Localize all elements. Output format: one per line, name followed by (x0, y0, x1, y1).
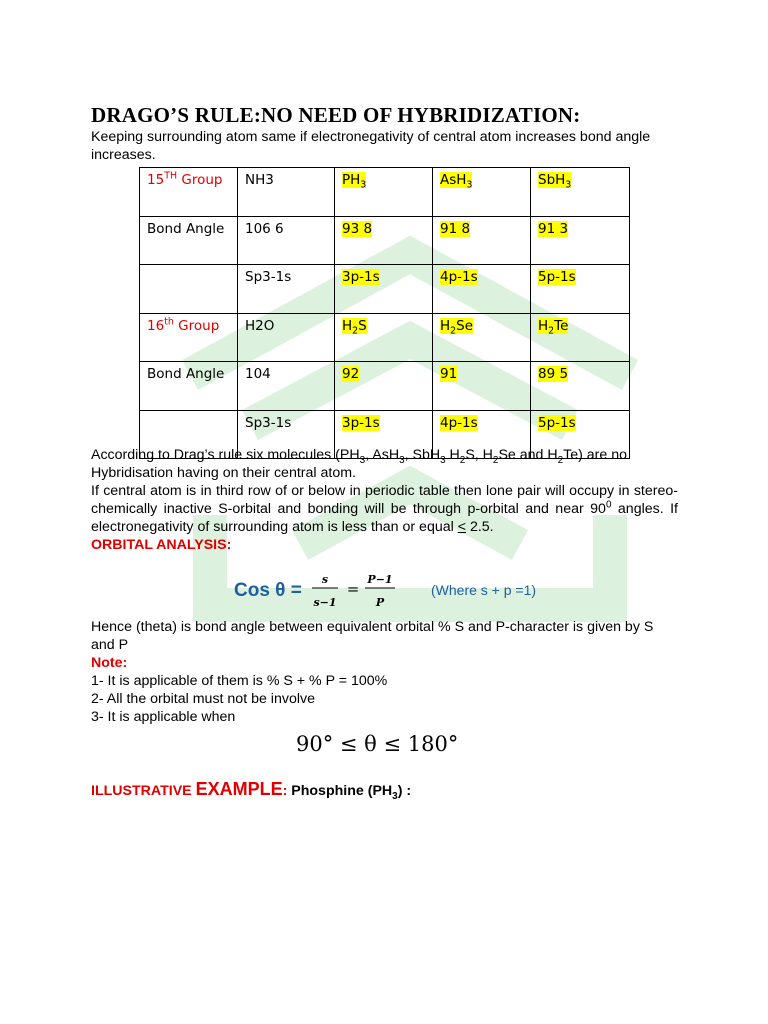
angle-inequality: 90° ≤ θ ≤ 180° (296, 732, 459, 756)
table-row (140, 313, 630, 362)
table-cell: 91 8 (433, 216, 531, 265)
table-cell: $H_2Te$ (531, 313, 630, 362)
drago-rule-table (139, 167, 630, 459)
formula-lhs: Cos θ = (234, 580, 302, 601)
table-cell: 92 (335, 362, 433, 411)
central-atom-paragraph: If central atom is in third row of or below in periodic table then lone pair will occupy in stereo-chemically inactive S-orbital and bonding will be through p-orbital and near $90^0$ angles. If electronegativity of surrounding atom is less than or equal < 2.5. (91, 483, 678, 535)
table-cell: $PH_3$ (335, 168, 433, 217)
table-cell: 4p-1s (433, 265, 531, 314)
formula-denominator-1: s−1 (313, 596, 337, 609)
cos-theta-formula (234, 568, 574, 612)
table-cell: 93 8 (335, 216, 433, 265)
table-cell: 91 3 (531, 216, 630, 265)
table-cell: SbH$_3$ (531, 168, 630, 217)
table-cell: $H_2S$ (335, 313, 433, 362)
table-cell: NH3 (238, 168, 335, 217)
illustrative-example-heading: ILLUSTRATIVE EXAMPLE: Phosphine $(PH_3)$ : (91, 779, 412, 802)
formula-denominator-2: P (375, 596, 385, 609)
note-item: 1- It is applicable of them is % S + % P = 100% (91, 673, 388, 689)
page-title: DRAGO’S RULE:NO NEED OF HYBRIDIZATION: (91, 103, 581, 127)
table-cell: 5p-1s (531, 265, 630, 314)
note-item: 3- It is applicable when (91, 709, 236, 725)
table-cell: 4p-1s (433, 410, 531, 459)
formula-numerator-2: P−1 (367, 573, 393, 586)
table-cell: AsH$_3$ (433, 168, 531, 217)
formula-note: (Where s + p =1) (431, 582, 537, 598)
table-cell: 3p-1s (335, 265, 433, 314)
table-row (140, 362, 630, 411)
table-row (140, 216, 630, 265)
table-cell: Sp3-1s (238, 410, 335, 459)
drago-molecules-paragraph: According to Drag’s rule six molecules ($PH_3$, AsH$_3$, SbH$_3$ $H_2S$, $H_2Se$ and $H_2Te$) are no Hybridisation having on their central atom. (91, 447, 628, 481)
table-row (140, 168, 630, 217)
theta-paragraph: Hence (theta) is bond angle between equivalent orbital % S and P-character is given by S and P (91, 619, 654, 653)
table-cell: 106 6 (238, 216, 335, 265)
table-cell: 5p-1s (531, 410, 630, 459)
note-label: Note: (91, 655, 128, 671)
formula-equals: = (346, 580, 360, 598)
table-row (140, 265, 630, 314)
group-16-cell: 16th Group (140, 313, 238, 362)
table-cell: Bond Angle (140, 362, 238, 411)
table-cell: 91 (433, 362, 531, 411)
table-cell: 89 5 (531, 362, 630, 411)
table-cell: Sp3-1s (238, 265, 335, 314)
group-15-cell: 15TH Group (140, 168, 238, 217)
orbital-analysis-heading: ORBITAL ANALYSIS: (91, 537, 232, 553)
table-cell (140, 265, 238, 314)
note-item: 2- All the orbital must not be involve (91, 691, 315, 707)
formula-numerator-1: s (321, 573, 329, 586)
table-cell: Bond Angle (140, 216, 238, 265)
table-cell: $H_2Se$ (433, 313, 531, 362)
table-cell: H2O (238, 313, 335, 362)
table-cell: 104 (238, 362, 335, 411)
intro-paragraph: Keeping surrounding atom same if electronegativity of central atom increases bond angle increases. (91, 129, 651, 163)
table-cell: 3p-1s (335, 410, 433, 459)
